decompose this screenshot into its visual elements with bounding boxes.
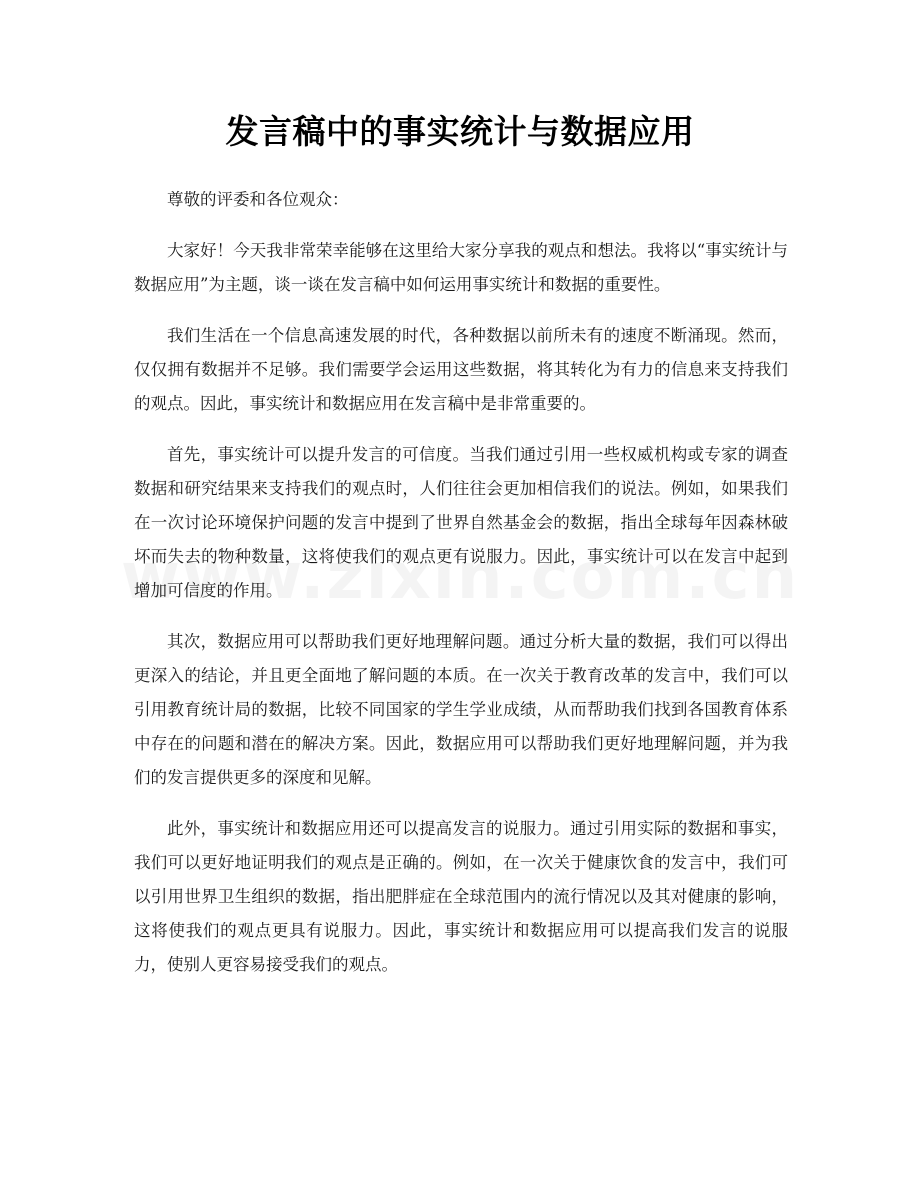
page-title: 发言稿中的事实统计与数据应用 <box>225 112 695 151</box>
document-body <box>134 183 788 999</box>
paragraph-intro: 大家好！今天我非常荣幸能够在这里给大家分享我的观点和想法。我将以“事实统计与数据应用”为主题，谈一谈在发言稿中如何运用事实统计和数据的重要性。 <box>134 241 788 294</box>
paragraph-understanding: 其次，数据应用可以帮助我们更好地理解问题。通过分析大量的数据，我们可以得出更深入的结论，并且更全面地了解问题的本质。在一次关于教育改革的发言中，我们可以引用教育统计局的数据，比较不同国家的学生学业成绩，从而帮助我们找到各国教育体系中存在的问题和潜在的解决方案。因此，数据应用可以帮助我们更好地理解问题，并为我们的发言提供更多的深度和见解。 <box>134 632 788 787</box>
paragraph-persuasion: 此外，事实统计和数据应用还可以提高发言的说服力。通过引用实际的数据和事实，我们可以更好地证明我们的观点是正确的。例如，在一次关于健康饮食的发言中，我们可以引用世界卫生组织的数据，指出肥胖症在全球范围内的流行情况以及其对健康的影响，这将使我们的观点更具有说服力。因此，事实统计和数据应用可以提高我们发言的说服力，使别人更容易接受我们的观点。 <box>134 819 788 974</box>
paragraph-credibility: 首先，事实统计可以提升发言的可信度。当我们通过引用一些权威机构或专家的调查数据和研究结果来支持我们的观点时，人们往往会更加相信我们的说法。例如，如果我们在一次讨论环境保护问题的发言中提到了世界自然基金会的数据，指出全球每年因森林破坏而失去的物种数量，这将使我们的观点更有说服力。因此，事实统计可以在发言中起到增加可信度的作用。 <box>134 445 788 600</box>
paragraph-salutation: 尊敬的评委和各位观众： <box>167 190 349 209</box>
paragraph-context: 我们生活在一个信息高速发展的时代，各种数据以前所未有的速度不断涌现。然而，仅仅拥有数据并不足够。我们需要学会运用这些数据，将其转化为有力的信息来支持我们的观点。因此，事实统计和数据应用在发言稿中是非常重要的。 <box>134 326 788 413</box>
